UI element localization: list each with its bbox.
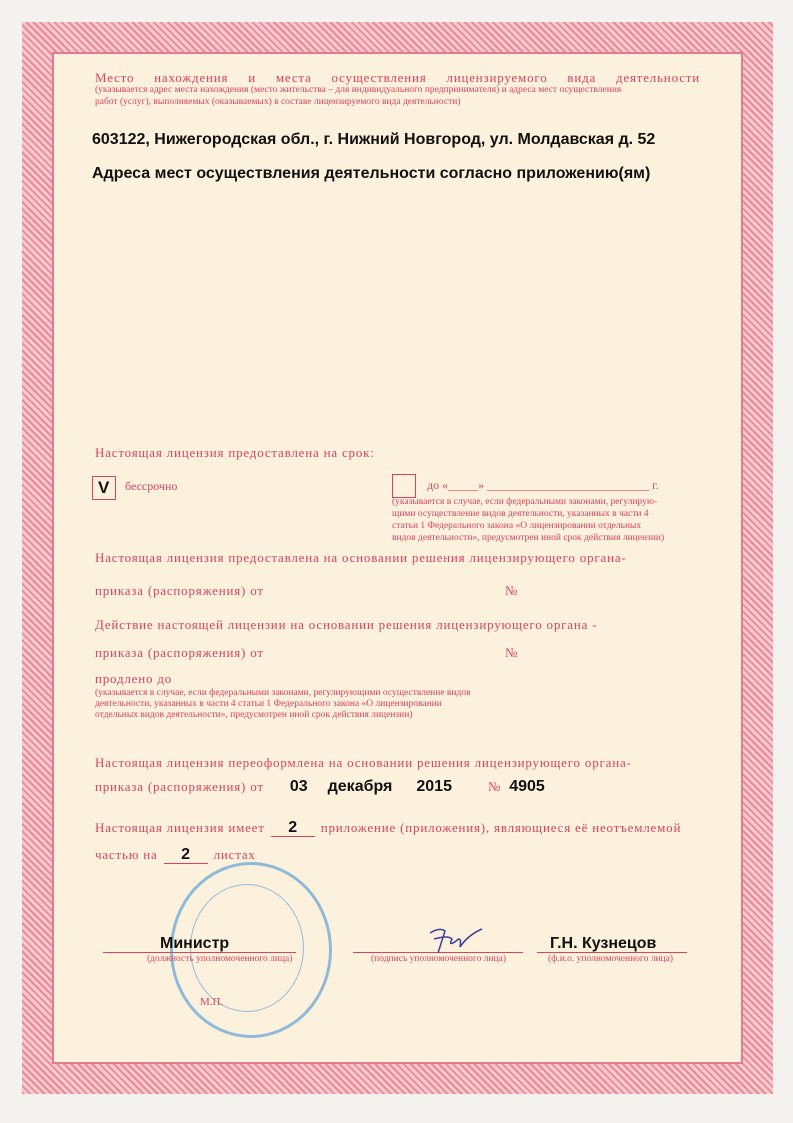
extension-line1: Действие настоящей лицензии на основании решения лицензирующего органа - xyxy=(95,617,598,632)
extension-note-3: отдельных видов деятельности», предусмотрен иной срок действия лицензии) xyxy=(95,710,413,720)
extension-note-2: деятельности, указанных в части 4 статьи 1 Федерального закона «О лицензировании xyxy=(95,699,442,709)
appendix-row-1 xyxy=(95,820,681,837)
extension-note-1: (указывается в случае, если федеральными законами, регулирующими осуществление видов xyxy=(95,688,471,698)
reissue-num: 4905 xyxy=(509,778,545,795)
term-note-2: щими осуществление видов деятельности, указанных в части 4 xyxy=(392,509,649,519)
places: Адреса мест осуществления деятельности согласно приложению(ям) xyxy=(92,165,651,182)
signature xyxy=(420,925,490,955)
extended-until: продлено до xyxy=(95,671,173,686)
appendix-pre: Настоящая лицензия имеет xyxy=(95,820,265,835)
check-mark: V xyxy=(98,478,110,497)
basis-line2: приказа (распоряжения) от xyxy=(95,583,264,598)
basis-line1: Настоящая лицензия предоставлена на основании решения лицензирующего органа- xyxy=(95,550,627,565)
appendix-count: 2 xyxy=(271,820,315,837)
signer-position: Министр xyxy=(160,935,230,952)
appendix-pre2: частью на xyxy=(95,847,158,862)
extension-line2: приказа (распоряжения) от xyxy=(95,645,264,660)
signature-label: (подпись уполномоченного лица) xyxy=(371,954,507,964)
until-label: до «_____» ___________________________ г. xyxy=(427,478,659,492)
reissue-line1: Настоящая лицензия переоформлена на основании решения лицензирующего органа- xyxy=(95,755,632,770)
stamp-place: М.П. xyxy=(200,996,224,1008)
term-note-4: видов деятельности», предусмотрен иной срок действия лицензии) xyxy=(392,533,665,543)
appendix-post2: листах xyxy=(213,847,256,862)
basis-num: № xyxy=(505,583,519,598)
appendix-sheets: 2 xyxy=(164,847,208,864)
reissue-num-label: № xyxy=(487,779,502,794)
term-label: Настоящая лицензия предоставлена на срок: xyxy=(95,445,375,460)
reissue-day: 03 xyxy=(289,778,308,795)
term-note-1: (указывается в случае, если федеральными законами, регулирую- xyxy=(392,497,658,507)
extension-num: № xyxy=(505,645,519,660)
heading-note-1: (указывается адрес места нахождения (место жительства – для индивидуального предпринимателя) и адреса мест осуществления xyxy=(95,85,622,95)
unlimited-label: бессрочно xyxy=(125,479,178,493)
reissue-line2: приказа (распоряжения) от xyxy=(95,779,264,794)
reissue-month: декабря xyxy=(327,778,393,795)
heading-note-2: работ (услуг), выполняемых (оказываемых) в составе лицензируемого вида деятельности) xyxy=(95,97,461,107)
name-label: (ф.и.о. уполномоченного лица) xyxy=(548,954,674,964)
heading: Место нахождения и места осуществления лицензируемого вида деятельности xyxy=(95,70,700,85)
until-checkbox xyxy=(392,474,416,498)
term-note-3: статьи 1 Федерального закона «О лицензировании отдельных xyxy=(392,521,642,531)
reissue-year: 2015 xyxy=(416,778,452,795)
appendix-row-2 xyxy=(95,847,256,864)
signer-name: Г.Н. Кузнецов xyxy=(550,935,657,952)
address: 603122, Нижегородская обл., г. Нижний Новгород, ул. Молдавская д. 52 xyxy=(92,131,656,148)
unlimited-checkbox xyxy=(92,476,116,500)
appendix-post: приложение (приложения), являющиеся её неотъемлемой xyxy=(320,820,682,835)
position-label: (должность уполномоченного лица) xyxy=(147,954,293,964)
reissue-row xyxy=(95,778,545,796)
